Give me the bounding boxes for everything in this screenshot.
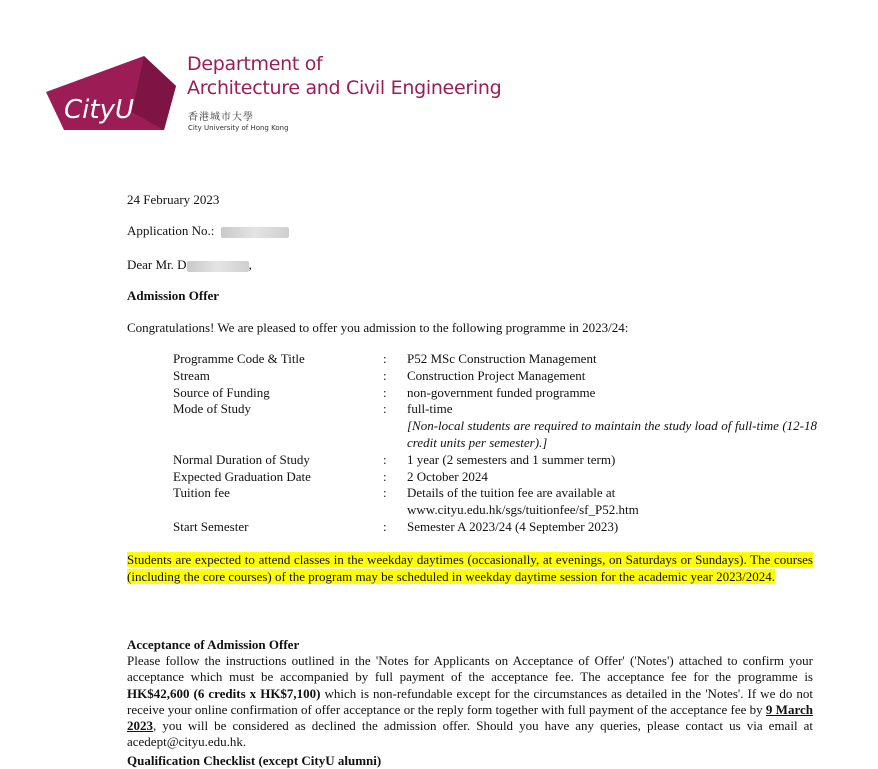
logo-text: CityU <box>64 95 134 125</box>
application-number <box>127 223 289 239</box>
redacted-application-number <box>221 227 289 238</box>
highlighted-notice-text: Students are expected to attend classes in the weekday daytimes (occasionally, at evenings, on Saturdays or Sundays). The courses (including the core courses) of the program may be scheduled in weekday daytime session for the academic year 2023/2024. <box>127 552 813 584</box>
detail-key: Source of Funding <box>173 384 270 400</box>
acceptance-text-2: which is non-refundable except for the circumstances as detailed in the 'Notes'. If we do not receive your online confirmation of offer acceptance or the reply form together with full payment of the acceptance fee by <box>127 685 813 717</box>
colon: : <box>383 468 387 484</box>
detail-key: Expected Graduation Date <box>173 468 311 484</box>
colon: : <box>383 451 387 467</box>
colon: : <box>383 367 387 383</box>
letterhead <box>46 48 506 148</box>
detail-row <box>173 469 817 486</box>
detail-value: Details of the tuition fee are available at <box>407 485 616 501</box>
detail-value: P52 MSc Construction Management <box>407 351 597 366</box>
detail-key: Stream <box>173 367 210 383</box>
acceptance-paragraph <box>127 653 813 750</box>
department-line-2: Architecture and Civil Engineering <box>187 77 502 99</box>
detail-row <box>173 351 817 368</box>
colon: : <box>383 518 387 534</box>
acceptance-fee: HK$42,600 (6 credits x HK$7,100) <box>127 685 321 701</box>
detail-value: 2 October 2024 <box>407 468 488 484</box>
programme-details <box>173 351 817 536</box>
university-name: City University of Hong Kong <box>188 124 289 132</box>
congratulations-text: Congratulations! We are pleased to offer you admission to the following programme in 2023/24: <box>127 320 629 335</box>
detail-key <box>173 418 383 452</box>
salutation <box>127 257 252 273</box>
detail-key: Start Semester <box>173 518 249 534</box>
colon: : <box>383 351 387 366</box>
tuition-fee-link[interactable]: www.cityu.edu.hk/sgs/tuitionfee/sf_P52.htm <box>407 502 639 518</box>
acceptance-section <box>127 637 813 750</box>
detail-row <box>173 485 817 502</box>
detail-value: 1 year (2 semesters and 1 summer term) <box>407 451 616 467</box>
qualification-checklist-heading: Qualification Checklist (except CityU alumni) <box>127 753 382 768</box>
detail-key <box>173 502 383 519</box>
detail-row <box>173 502 817 519</box>
application-label: Application No.: <box>127 223 215 238</box>
department-line-1: Department of <box>187 53 323 75</box>
detail-key: Mode of Study <box>173 401 251 417</box>
acceptance-deadline: 9 March 2023 <box>127 701 813 734</box>
detail-key: Programme Code & Title <box>173 351 305 366</box>
detail-value: Construction Project Management <box>407 367 586 383</box>
detail-row <box>173 368 817 385</box>
study-load-note: [Non-local students are required to maintain the study load of full-time (12-18 credit units per semester).] <box>407 418 817 450</box>
acceptance-text-1: Please follow the instructions outlined in the 'Notes for Applicants on Acceptance of Offer' ('Notes') attached to confirm your acceptance which must be accompanied by full payment of the acceptance fee. The acceptance fee for the programme is <box>127 653 813 685</box>
detail-value: full-time <box>407 401 453 417</box>
detail-key: Normal Duration of Study <box>173 451 310 467</box>
acceptance-heading: Acceptance of Admission Offer <box>127 637 300 652</box>
colon: : <box>383 384 387 400</box>
detail-row <box>173 519 817 536</box>
detail-row <box>173 385 817 402</box>
acceptance-text-3: , you will be considered as declined the admission offer. Should you have any queries, please contact us via email at acedept@cityu.edu.hk. <box>127 718 813 750</box>
cityu-logo <box>46 56 186 136</box>
highlighted-notice <box>127 552 813 585</box>
salutation-suffix: , <box>248 257 252 272</box>
redacted-name <box>187 261 249 272</box>
detail-value: Semester A 2023/24 (4 September 2023) <box>407 518 619 534</box>
colon: : <box>383 401 387 417</box>
detail-value: non-government funded programme <box>407 384 596 400</box>
salutation-prefix: Dear Mr. D <box>127 257 187 272</box>
detail-row <box>173 452 817 469</box>
detail-key: Tuition fee <box>173 485 230 501</box>
detail-row <box>173 401 817 418</box>
colon: : <box>383 485 387 501</box>
chinese-university-name: 香港城市大學 <box>188 112 254 123</box>
detail-row-note <box>173 418 817 452</box>
admission-offer-heading: Admission Offer <box>127 288 220 303</box>
letter-date: 24 February 2023 <box>127 192 220 207</box>
